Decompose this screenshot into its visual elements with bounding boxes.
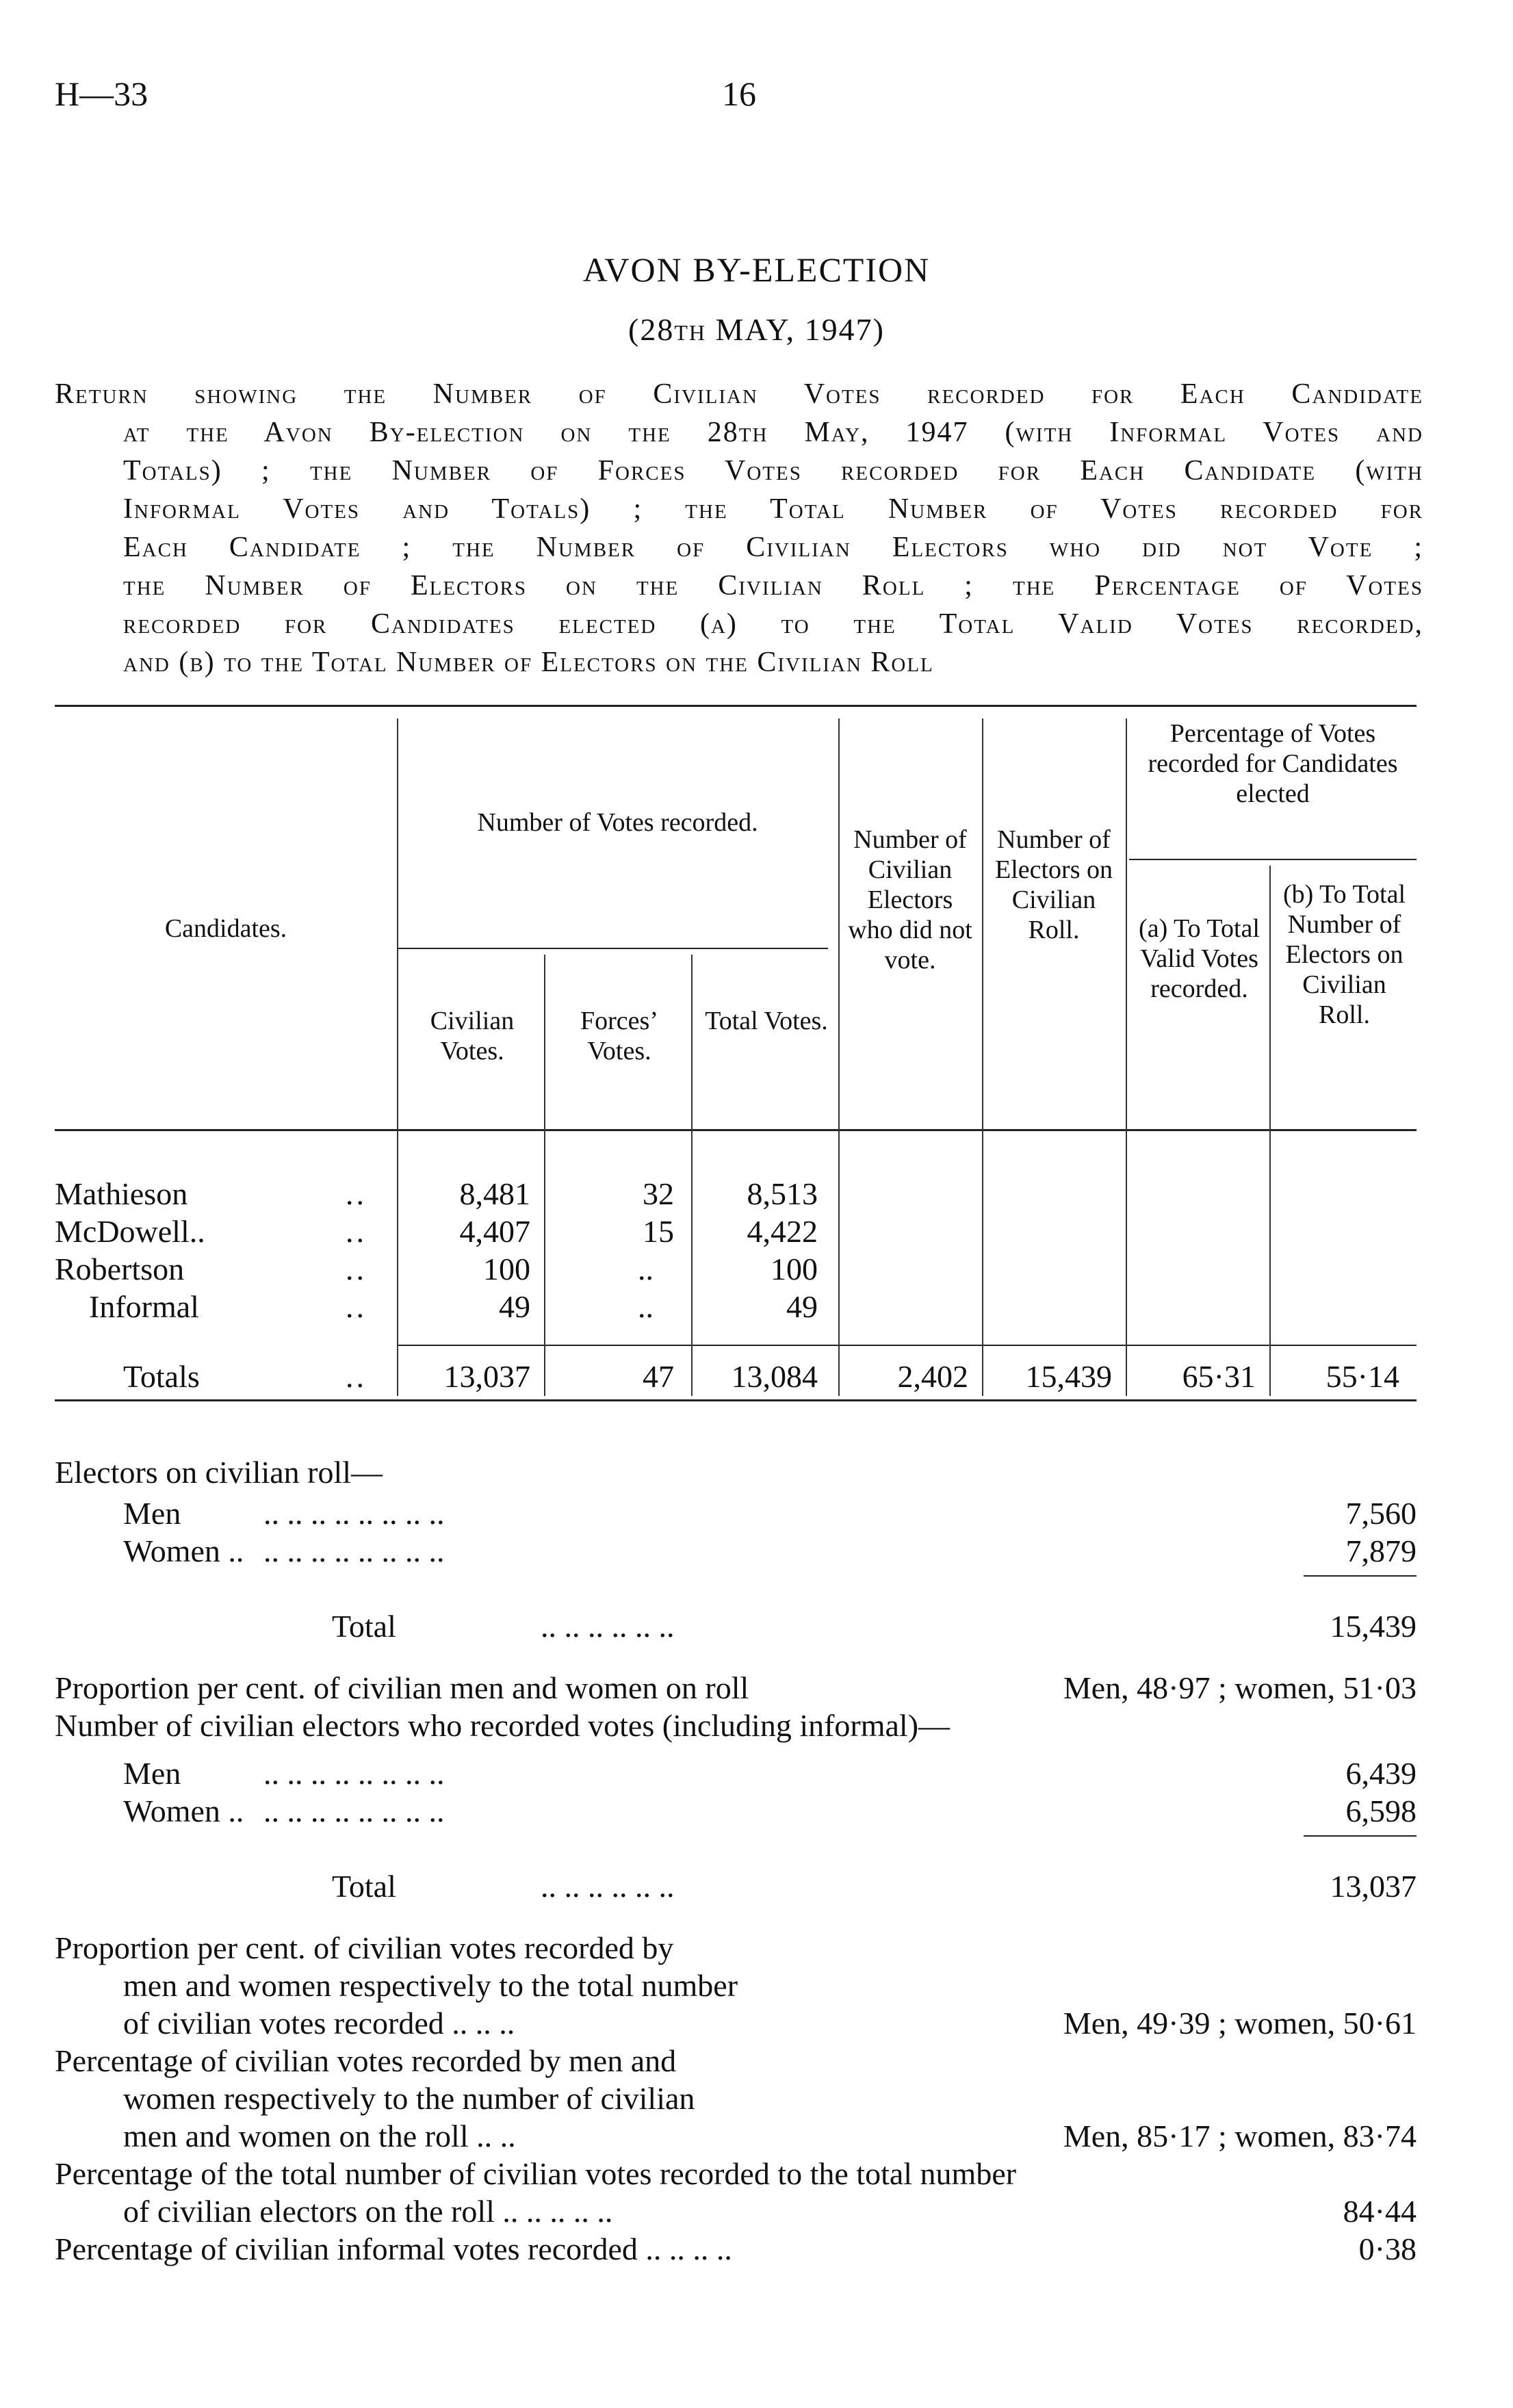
- title-date: (28th MAY, 1947): [628, 312, 885, 347]
- totals-pct-b: 55·14: [1326, 1359, 1399, 1394]
- total-votes: 4,422: [747, 1214, 818, 1249]
- header-bottom-rule: [55, 1129, 1417, 1131]
- table-top-rule: [55, 705, 1417, 707]
- totals-electors: 15,439: [1025, 1359, 1112, 1394]
- header-civilian-votes: Civilian Votes.: [430, 1007, 515, 1065]
- women-label: Women ..: [123, 1794, 244, 1828]
- header-forces-votes: Forces’ Votes.: [580, 1007, 658, 1065]
- civilian-votes: 100: [483, 1252, 530, 1286]
- intro-line: Totals) ; the Number of Forces Votes recorded for Each Candidate (with: [123, 455, 1423, 487]
- men-label: Men: [123, 1496, 181, 1531]
- totals-civilian: 13,037: [443, 1359, 530, 1394]
- roll-men-value: 7,560: [1345, 1496, 1417, 1531]
- row-leader: ..: [346, 1289, 367, 1324]
- civilian-votes: 49: [499, 1289, 530, 1324]
- dot-leader: .. .. .. .. .. .. .. ..: [263, 1794, 445, 1828]
- dot-leader: .. .. .. .. .. .. .. ..: [263, 1533, 445, 1568]
- intro-line: Return showing the Number of Civilian Votes recorded for Each Candidate: [55, 378, 1423, 410]
- women-label: Women ..: [123, 1533, 244, 1568]
- header-pct-b: (b) To Total Number of Electors on Civilian Roll.: [1282, 880, 1406, 1029]
- col-rule: [691, 955, 693, 1396]
- prop-votes-value: Men, 49·39 ; women, 50·61: [1063, 2006, 1417, 2041]
- forces-votes: ..: [638, 1252, 654, 1286]
- totals-label: Totals: [123, 1359, 200, 1394]
- proportion-roll-label: Proportion per cent. of civilian men and women on roll: [55, 1670, 749, 1705]
- pct-total-line: of civilian electors on the roll .. .. .. .. ..: [123, 2194, 613, 2229]
- header-pct-group: Percentage of Votes recorded for Candidates elected: [1148, 719, 1398, 808]
- sum-rule: [1304, 1575, 1417, 1577]
- intro-line: the Number of Electors on the Civilian Roll ; the Percentage of Votes: [123, 570, 1423, 601]
- recorded-total-value: 13,037: [1330, 1869, 1417, 1904]
- header-electors-roll: Number of Electors on Civilian Roll.: [994, 825, 1113, 944]
- recorded-men-value: 6,439: [1345, 1756, 1417, 1791]
- col-rule: [1269, 866, 1271, 1396]
- forces-votes: 32: [643, 1176, 674, 1211]
- intro-paragraph: [55, 375, 1423, 682]
- sum-rule: [1304, 1835, 1417, 1837]
- civilian-votes: 4,407: [459, 1214, 530, 1249]
- header-not-voted: Number of Civilian Electors who did not vote.: [848, 825, 972, 974]
- intro-line: Each Candidate ; the Number of Civilian Electors who did not Vote ;: [123, 532, 1423, 563]
- totals-forces: 47: [643, 1359, 674, 1394]
- total-label: Total: [332, 1869, 396, 1904]
- roll-total-value: 15,439: [1330, 1609, 1417, 1644]
- totals-not-voted: 2,402: [897, 1359, 968, 1394]
- forces-votes: ..: [638, 1289, 654, 1324]
- intro-line: at the Avon By-election on the 28th May, 1947 (with Informal Votes and: [123, 417, 1423, 448]
- candidate-name: McDowell..: [55, 1214, 205, 1249]
- total-votes: 49: [786, 1289, 818, 1324]
- col-rule: [838, 718, 840, 1396]
- pct-votes-line: Percentage of civilian votes recorded by men and: [55, 2043, 677, 2078]
- prop-votes-line: Proportion per cent. of civilian votes recorded by: [55, 1930, 674, 1965]
- candidate-name: Informal: [89, 1289, 199, 1324]
- document-code: H—33: [55, 75, 148, 113]
- votes-group-rule: [397, 948, 828, 949]
- page-title: AVON BY-ELECTION: [582, 250, 931, 289]
- col-rule: [544, 955, 545, 1396]
- informal-label: Percentage of civilian informal votes recorded .. .. .. ..: [55, 2231, 732, 2266]
- header-votes-group: Number of Votes recorded.: [477, 808, 758, 837]
- civilian-votes: 8,481: [459, 1176, 530, 1211]
- forces-votes: 15: [643, 1214, 674, 1249]
- row-leader: ..: [346, 1214, 367, 1249]
- row-leader: ..: [346, 1176, 367, 1211]
- page-number: 16: [722, 75, 756, 113]
- pct-total-value: 84·44: [1343, 2194, 1417, 2229]
- dot-leader: .. .. .. .. .. .. .. ..: [263, 1496, 445, 1531]
- pct-total-line: Percentage of the total number of civilian votes recorded to the total number: [55, 2156, 1017, 2191]
- intro-line: Informal Votes and Totals) ; the Total Number of Votes recorded for: [123, 493, 1423, 525]
- dot-leader: .. .. .. .. .. ..: [541, 1609, 675, 1644]
- candidate-name: Mathieson: [55, 1176, 188, 1211]
- pct-votes-line: women respectively to the number of civilian: [123, 2081, 695, 2116]
- page-subtitle: [0, 311, 1513, 348]
- prop-votes-line: men and women respectively to the total number: [123, 1968, 738, 2003]
- candidate-name: Robertson: [55, 1252, 185, 1286]
- totals-total: 13,084: [731, 1359, 818, 1394]
- pct-votes-line: men and women on the roll .. ..: [123, 2119, 516, 2153]
- table-bottom-rule: [55, 1399, 1417, 1401]
- recorded-heading: Number of civilian electors who recorded votes (including informal)—: [55, 1708, 951, 1743]
- pct-votes-value: Men, 85·17 ; women, 83·74: [1063, 2119, 1417, 2153]
- header-candidates: Candidates.: [164, 914, 287, 943]
- intro-line: and (b) to the Total Number of Electors on the Civilian Roll: [123, 647, 934, 678]
- dot-leader: .. .. .. .. .. .. .. ..: [263, 1756, 445, 1791]
- row-leader: ..: [346, 1359, 367, 1394]
- roll-women-value: 7,879: [1345, 1533, 1417, 1568]
- totals-pct-a: 65·31: [1182, 1359, 1256, 1394]
- men-label: Men: [123, 1756, 181, 1791]
- col-rule: [1126, 718, 1127, 1396]
- electors-heading: Electors on civilian roll—: [55, 1455, 383, 1490]
- recorded-women-value: 6,598: [1345, 1794, 1417, 1828]
- dot-leader: .. .. .. .. .. ..: [541, 1869, 675, 1904]
- row-leader: ..: [346, 1252, 367, 1286]
- pct-group-rule: [1129, 859, 1417, 860]
- header-total-votes: Total Votes.: [705, 1007, 828, 1035]
- total-label: Total: [332, 1609, 396, 1644]
- prop-votes-line: of civilian votes recorded .. .. ..: [123, 2006, 515, 2041]
- total-votes: 8,513: [747, 1176, 818, 1211]
- totals-top-rule: [397, 1345, 1417, 1346]
- informal-value: 0·38: [1358, 2231, 1417, 2266]
- intro-line: recorded for Candidates elected (a) to the Total Valid Votes recorded,: [123, 608, 1423, 640]
- proportion-roll-value: Men, 48·97 ; women, 51·03: [1063, 1670, 1417, 1705]
- total-votes: 100: [771, 1252, 818, 1286]
- header-pct-a: (a) To Total Valid Votes recorded.: [1139, 914, 1260, 1003]
- col-rule: [982, 718, 983, 1396]
